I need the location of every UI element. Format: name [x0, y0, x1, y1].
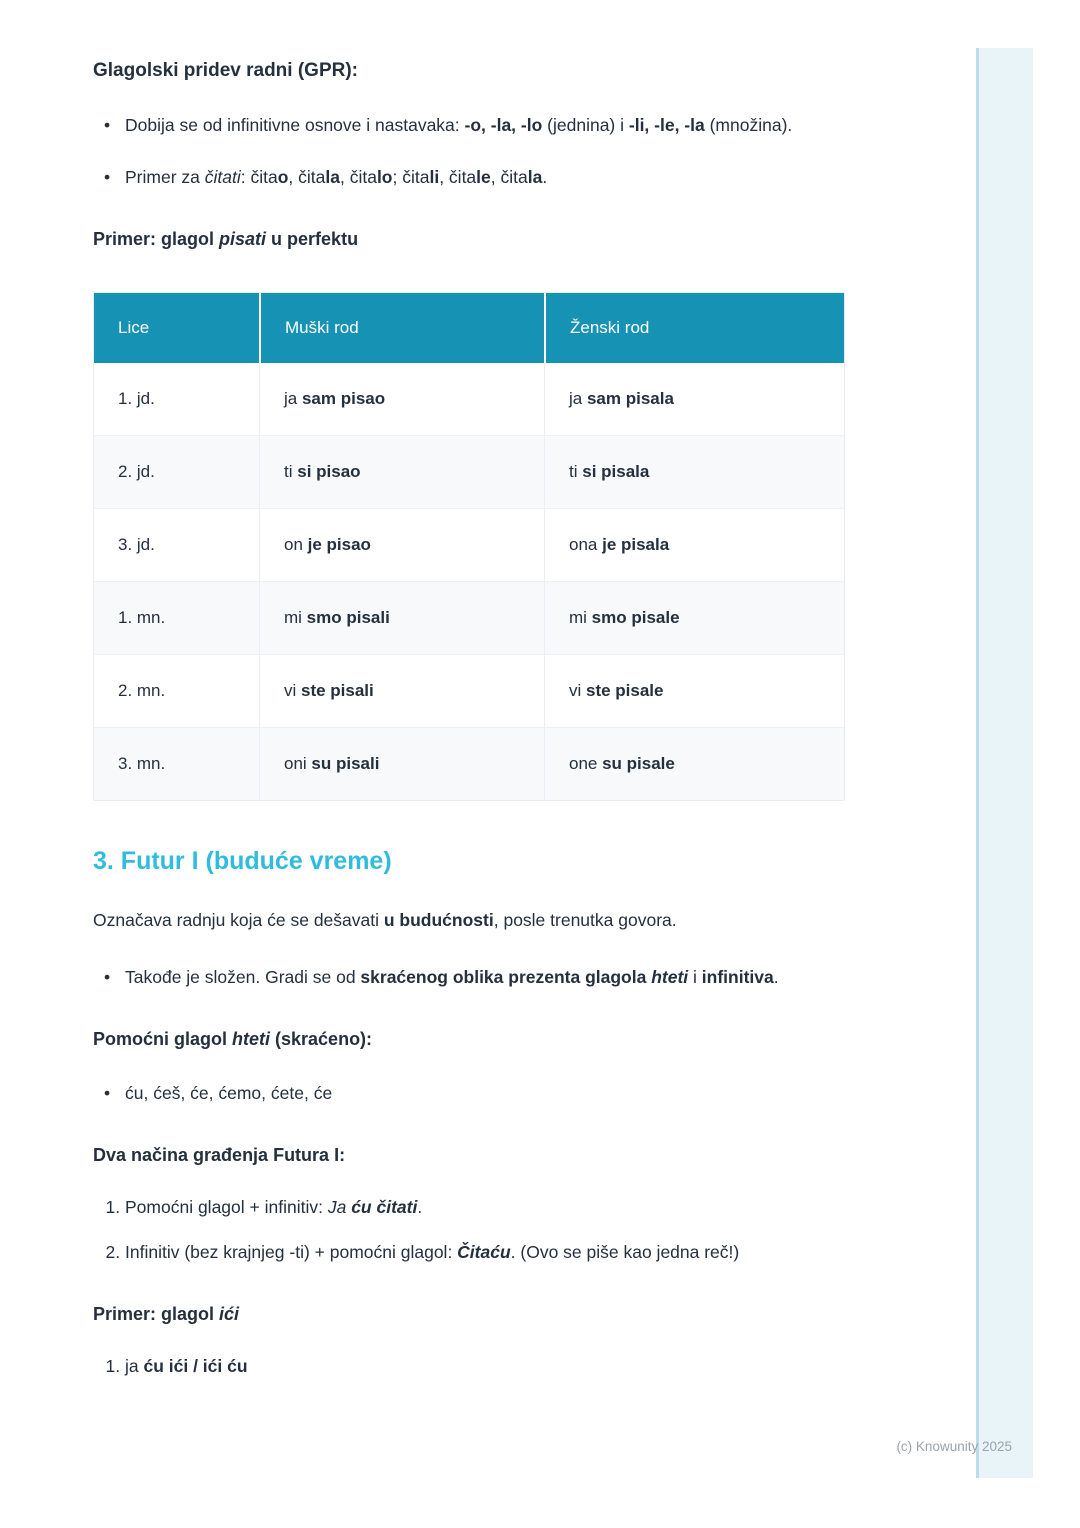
cell-muski: ti si pisao	[259, 436, 544, 509]
cell-muski: on je pisao	[259, 509, 544, 582]
cell-lice: 3. mn.	[94, 728, 259, 800]
cell-lice: 3. jd.	[94, 509, 259, 582]
perfekat-title: Primer: glagol pisati u perfektu	[93, 229, 359, 249]
cell-muski: mi smo pisali	[259, 582, 544, 655]
dva-nacina-list	[93, 1192, 845, 1268]
cell-lice: 2. mn.	[94, 655, 259, 728]
cell-muski: oni su pisali	[259, 728, 544, 800]
gpr-bullet-list	[93, 110, 845, 193]
list-item: 1. ja ću ići / ići ću	[125, 1351, 845, 1382]
copyright-note: (c) Knowunity 2025	[896, 1439, 1012, 1454]
cell-zenski: ona je pisala	[544, 509, 844, 582]
cell-zenski: vi ste pisale	[544, 655, 844, 728]
column-header-muski-rod: Muški rod	[259, 293, 544, 363]
table-row	[94, 728, 844, 800]
list-item: • Primer za čitati: čitao, čitala, čitalo; čitali, čitale, čitala.	[93, 162, 845, 193]
column-header-zenski-rod: Ženski rod	[544, 293, 844, 363]
column-header-lice: Lice	[94, 293, 259, 363]
table-row	[94, 582, 844, 655]
list-item: • Takođe je složen. Gradi se od skraćenog oblika prezenta glagola hteti i infinitiva.	[93, 962, 845, 993]
dva-nacina-title: Dva načina građenja Futura I:	[93, 1145, 346, 1165]
futur-section-heading: 3. Futur I (buduće vreme)	[93, 847, 392, 875]
cell-zenski: ti si pisala	[544, 436, 844, 509]
cell-zenski: ja sam pisala	[544, 363, 844, 436]
cell-muski: vi ste pisali	[259, 655, 544, 728]
right-stripe	[976, 48, 1033, 1478]
table-row	[94, 655, 844, 728]
list-item: • Dobija se od infinitivne osnove i nastavaka: -o, -la, -lo (jednina) i -li, -le, -la (množina).	[93, 110, 845, 141]
cell-lice: 1. mn.	[94, 582, 259, 655]
ici-title: Primer: glagol ići	[93, 1304, 240, 1324]
pomocni-forms-list	[93, 1078, 845, 1109]
cell-zenski: one su pisale	[544, 728, 844, 800]
cell-muski: ja sam pisao	[259, 363, 544, 436]
document-content	[93, 0, 845, 1382]
cell-lice: 2. jd.	[94, 436, 259, 509]
cell-zenski: mi smo pisale	[544, 582, 844, 655]
perfekat-table	[93, 292, 845, 801]
table-row	[94, 436, 844, 509]
gpr-heading: Glagolski pridev radni (GPR):	[93, 60, 358, 81]
futur-bullet-list	[93, 962, 845, 993]
futur-intro: Označava radnju koja će se dešavati u budućnosti, posle trenutka govora.	[93, 910, 677, 930]
cell-lice: 1. jd.	[94, 363, 259, 436]
list-item: 2. Infinitiv (bez krajnjeg -ti) + pomoćni glagol: Čitaću. (Ovo se piše kao jedna reč!)	[125, 1237, 845, 1268]
table-header-row	[94, 293, 844, 363]
list-item: • ću, ćeš, će, ćemo, ćete, će	[93, 1078, 845, 1109]
table-row	[94, 363, 844, 436]
table-row	[94, 509, 844, 582]
list-item: 1. Pomoćni glagol + infinitiv: Ja ću čitati.	[125, 1192, 845, 1223]
ici-list	[93, 1351, 845, 1382]
pomocni-title: Pomoćni glagol hteti (skraćeno):	[93, 1029, 373, 1049]
